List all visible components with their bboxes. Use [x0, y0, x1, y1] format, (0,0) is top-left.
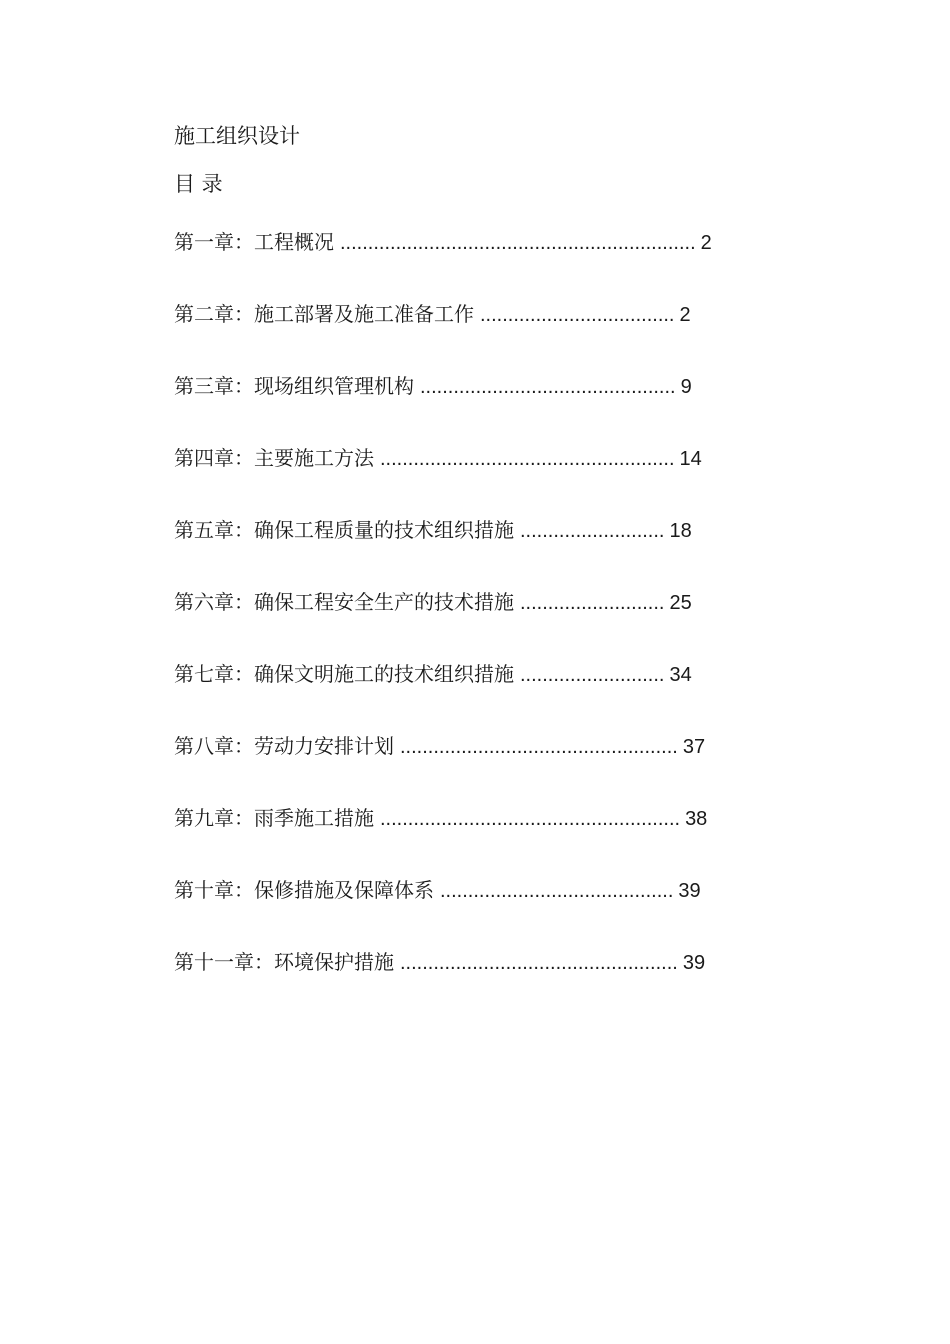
toc-entry-leader: ......................................................: [380, 808, 681, 830]
toc-entry-leader: ..........................................: [440, 880, 674, 902]
toc-entry-label: 第七章：确保文明施工的技术组织措施: [174, 662, 514, 686]
toc-entry-leader: ..............................................: [420, 376, 676, 398]
toc-entry-page-number: 38: [685, 808, 708, 830]
toc-entry-page-number: 37: [682, 736, 706, 758]
toc-entry-chapter-1[interactable]: [174, 224, 712, 296]
toc-entry-page-number: 18: [669, 520, 692, 542]
toc-entry-leader: ...................................: [480, 304, 675, 326]
toc-entry-chapter-9[interactable]: [174, 800, 712, 872]
toc-entry-chapter-11[interactable]: [174, 944, 712, 1016]
toc-entry-leader: ..................................................: [400, 736, 678, 758]
toc-entry-leader: ..........................: [520, 592, 665, 614]
toc-entry-label: 第九章：雨季施工措施: [174, 806, 374, 830]
toc-entry-page-number: 2: [700, 232, 712, 254]
toc-entry-leader: ..........................: [520, 664, 665, 686]
toc-entry-page-number: 25: [669, 592, 692, 614]
toc-entry-page-number: 2: [679, 304, 691, 326]
toc-entry-page-number: 39: [678, 880, 701, 902]
toc-entry-chapter-7[interactable]: [174, 656, 712, 728]
toc-entry-label: 第五章：确保工程质量的技术组织措施: [174, 518, 514, 542]
toc-entry-leader: ..........................: [520, 520, 665, 542]
toc-entry-page-number: 34: [669, 664, 692, 686]
toc-heading: 目 录: [174, 172, 223, 196]
toc-entry-leader: ..................................................: [400, 952, 678, 974]
toc-entry-chapter-5[interactable]: [174, 512, 712, 584]
toc-entry-label: 第二章：施工部署及施工准备工作: [174, 302, 474, 326]
toc-entry-label: 第六章：确保工程安全生产的技术措施: [174, 590, 514, 614]
toc-entry-page-number: 9: [680, 376, 692, 398]
toc-entry-label: 第四章：主要施工方法: [174, 446, 374, 470]
toc-entry-label: 第三章：现场组织管理机构: [174, 374, 414, 398]
toc-entry-page-number: 39: [682, 952, 706, 974]
table-of-contents: [174, 224, 712, 1016]
toc-entry-page-number: 14: [679, 448, 702, 470]
document-title: 施工组织设计: [174, 124, 300, 148]
toc-entry-chapter-3[interactable]: [174, 368, 712, 440]
toc-entry-chapter-10[interactable]: [174, 872, 712, 944]
toc-entry-chapter-4[interactable]: [174, 440, 712, 512]
toc-entry-chapter-8[interactable]: [174, 728, 712, 800]
toc-entry-label: 第一章：工程概况: [174, 230, 334, 254]
toc-entry-label: 第十章：保修措施及保障体系: [174, 878, 434, 902]
toc-entry-chapter-6[interactable]: [174, 584, 712, 656]
toc-entry-chapter-2[interactable]: [174, 296, 712, 368]
toc-entry-leader: ................................................................: [340, 232, 696, 254]
toc-entry-leader: .....................................................: [380, 448, 675, 470]
toc-entry-label: 第十一章：环境保护措施: [174, 950, 394, 974]
toc-entry-label: 第八章：劳动力安排计划: [174, 734, 394, 758]
